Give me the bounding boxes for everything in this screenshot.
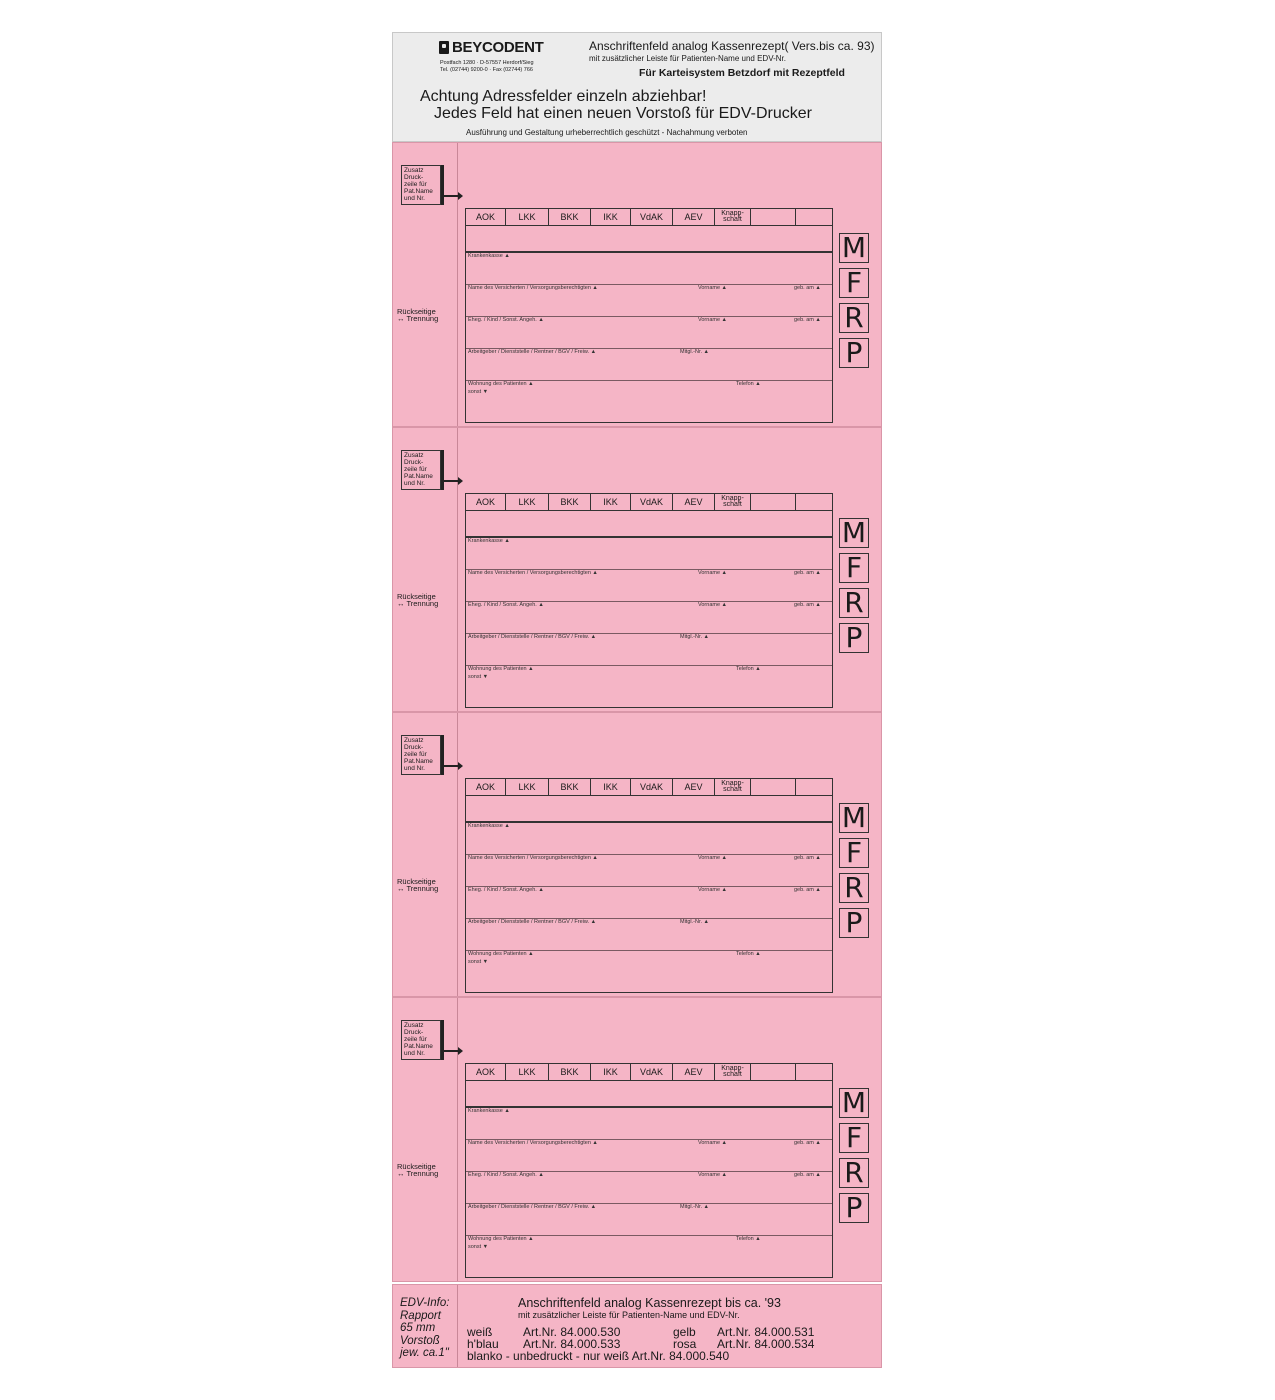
zusatz-label bbox=[401, 735, 441, 775]
kasse-vdak[interactable]: VdAK bbox=[631, 1064, 673, 1080]
kasse-knappschaft[interactable] bbox=[715, 1064, 751, 1080]
edv-line: Vorstoß bbox=[400, 1334, 440, 1347]
knapp-line: schaft bbox=[723, 1071, 742, 1078]
address-form[interactable] bbox=[465, 493, 833, 708]
label-geb: geb. am ▲ bbox=[794, 887, 821, 893]
header-subtitle: mit zusätzlicher Leiste für Patienten-Name und EDV-Nr. bbox=[589, 54, 786, 63]
zusatz-line: und Nr. bbox=[404, 195, 425, 202]
kasse-aev[interactable]: AEV bbox=[673, 209, 715, 225]
label-eheg: Eheg. / Kind / Sonst. Angeh. ▲ bbox=[468, 1172, 544, 1178]
kasse-aok[interactable]: AOK bbox=[466, 494, 506, 510]
address-form[interactable] bbox=[465, 1063, 833, 1278]
zusatz-line: Druck- bbox=[404, 174, 424, 181]
zusatz-line: Zusatz bbox=[404, 1022, 424, 1029]
label-versicherter: Name des Versicherten / Versorgungsberechtigten ▲ bbox=[468, 855, 598, 861]
label-krankenkasse: Krankenkasse ▲ bbox=[468, 253, 510, 259]
mfrp-box-p[interactable]: P bbox=[839, 338, 869, 368]
kasse-vdak[interactable]: VdAK bbox=[631, 494, 673, 510]
form-sheet bbox=[392, 32, 882, 1368]
article-number: Art.Nr. 84.000.531 bbox=[717, 1325, 815, 1339]
zusatz-line: Zusatz bbox=[404, 737, 424, 744]
label-telefon: Telefon ▲ bbox=[736, 381, 761, 387]
kasse-aev[interactable]: AEV bbox=[673, 494, 715, 510]
header bbox=[392, 32, 882, 142]
kasse-aev[interactable]: AEV bbox=[673, 779, 715, 795]
label-wohnung: Wohnung des Patienten ▲ bbox=[468, 951, 534, 957]
label-mitgl: Mitgl.-Nr. ▲ bbox=[680, 919, 709, 925]
label-eheg: Eheg. / Kind / Sonst. Angeh. ▲ bbox=[468, 887, 544, 893]
rueck-line: ↔ Trennung bbox=[397, 1169, 439, 1178]
zusatz-line: Pat.Name bbox=[404, 473, 433, 480]
label-sonst: sonst ▼ bbox=[468, 674, 489, 680]
label-versicherter: Name des Versicherten / Versorgungsberechtigten ▲ bbox=[468, 285, 598, 291]
brand-name: BEYCODENT bbox=[452, 39, 544, 56]
article-color: rosa bbox=[673, 1337, 697, 1351]
zusatz-line: Druck- bbox=[404, 459, 424, 466]
label-arbeitgeber: Arbeitgeber / Dienststelle / Rentner / BGV / Freiw. ▲ bbox=[468, 634, 597, 640]
label-eheg: Eheg. / Kind / Sonst. Angeh. ▲ bbox=[468, 602, 544, 608]
knapp-line: schaft bbox=[723, 501, 742, 508]
kasse-lkk[interactable]: LKK bbox=[506, 494, 549, 510]
label-krankenkasse: Krankenkasse ▲ bbox=[468, 538, 510, 544]
footer-info bbox=[392, 1284, 882, 1368]
mfrp-box-r[interactable]: R bbox=[839, 873, 869, 903]
label-sonst: sonst ▼ bbox=[468, 1244, 489, 1250]
label-geb: geb. am ▲ bbox=[794, 855, 821, 861]
rueck-trennung-label bbox=[397, 308, 438, 322]
zusatz-line: und Nr. bbox=[404, 1050, 425, 1057]
kasse-bkk[interactable]: BKK bbox=[549, 209, 591, 225]
edv-info bbox=[400, 1297, 449, 1360]
label-krankenkasse: Krankenkasse ▲ bbox=[468, 1108, 510, 1114]
kasse-vdak[interactable]: VdAK bbox=[631, 209, 673, 225]
zusatz-line: Pat.Name bbox=[404, 188, 433, 195]
mfrp-box-r[interactable]: R bbox=[839, 303, 869, 333]
address-form[interactable] bbox=[465, 208, 833, 423]
edv-line: Rapport bbox=[400, 1309, 441, 1322]
knapp-line: Knapp- bbox=[721, 1065, 744, 1072]
zusatz-line: zeile für bbox=[404, 751, 427, 758]
brand-logo bbox=[439, 39, 543, 56]
field-line bbox=[466, 536, 832, 538]
label-geb: geb. am ▲ bbox=[794, 1172, 821, 1178]
address-panel[interactable] bbox=[392, 427, 882, 712]
label-geb: geb. am ▲ bbox=[794, 285, 821, 291]
footer-subtitle: mit zusätzlicher Leiste für Patienten-Name und EDV-Nr. bbox=[518, 1310, 740, 1320]
article-number: Art.Nr. 84.000.534 bbox=[717, 1337, 815, 1351]
rueck-line: Rückseitige bbox=[397, 307, 436, 316]
address-form[interactable] bbox=[465, 778, 833, 993]
zusatz-line: Pat.Name bbox=[404, 1043, 433, 1050]
label-vorname: Vorname ▲ bbox=[698, 602, 727, 608]
label-geb: geb. am ▲ bbox=[794, 602, 821, 608]
rueck-trennung-label bbox=[397, 878, 438, 892]
rueck-line: Rückseitige bbox=[397, 1162, 436, 1171]
label-arbeitgeber: Arbeitgeber / Dienststelle / Rentner / BGV / Freiw. ▲ bbox=[468, 1204, 597, 1210]
label-versicherter: Name des Versicherten / Versorgungsberechtigten ▲ bbox=[468, 570, 598, 576]
zusatz-line: Zusatz bbox=[404, 452, 424, 459]
kassen-row bbox=[466, 209, 833, 226]
kasse-ikk[interactable]: IKK bbox=[591, 209, 631, 225]
kasse-bkk[interactable]: BKK bbox=[549, 779, 591, 795]
kasse-blank[interactable] bbox=[751, 779, 796, 795]
mfrp-box-f[interactable]: F bbox=[839, 553, 869, 583]
blanko-note: blanko - unbedruckt - nur weiß Art.Nr. 84.000.540 bbox=[467, 1349, 730, 1363]
kasse-bkk[interactable]: BKK bbox=[549, 494, 591, 510]
rueck-line: Rückseitige bbox=[397, 592, 436, 601]
mfrp-box-p[interactable]: P bbox=[839, 623, 869, 653]
warning-line-1: Achtung Adressfelder einzeln abziehbar! bbox=[420, 88, 707, 105]
zusatz-line: Druck- bbox=[404, 744, 424, 751]
label-telefon: Telefon ▲ bbox=[736, 951, 761, 957]
field-line bbox=[466, 1106, 832, 1108]
label-mitgl: Mitgl.-Nr. ▲ bbox=[680, 634, 709, 640]
arrow-right-icon bbox=[442, 765, 460, 767]
kasse-knappschaft[interactable] bbox=[715, 779, 751, 795]
label-arbeitgeber: Arbeitgeber / Dienststelle / Rentner / BGV / Freiw. ▲ bbox=[468, 919, 597, 925]
kassen-row bbox=[466, 494, 833, 511]
zusatz-line: Zusatz bbox=[404, 167, 424, 174]
footer-title: Anschriftenfeld analog Kassenrezept bis ca. '93 bbox=[518, 1296, 781, 1310]
footer-divider bbox=[457, 1285, 458, 1367]
knapp-line: Knapp- bbox=[721, 210, 744, 217]
label-vorname: Vorname ▲ bbox=[698, 285, 727, 291]
field-line bbox=[466, 251, 832, 253]
kasse-ikk[interactable]: IKK bbox=[591, 779, 631, 795]
brand-mark-icon bbox=[439, 41, 449, 54]
copyright-note: Ausführung und Gestaltung urheberrechtlich geschützt - Nachahmung verboten bbox=[466, 128, 748, 137]
label-krankenkasse: Krankenkasse ▲ bbox=[468, 823, 510, 829]
kasse-vdak[interactable]: VdAK bbox=[631, 779, 673, 795]
zusatz-label bbox=[401, 1020, 441, 1060]
label-versicherter: Name des Versicherten / Versorgungsberechtigten ▲ bbox=[468, 1140, 598, 1146]
kasse-blank[interactable] bbox=[751, 494, 796, 510]
label-eheg: Eheg. / Kind / Sonst. Angeh. ▲ bbox=[468, 317, 544, 323]
mfrp-box-r[interactable]: R bbox=[839, 588, 869, 618]
company-address bbox=[440, 60, 570, 74]
label-mitgl: Mitgl.-Nr. ▲ bbox=[680, 349, 709, 355]
rueck-line: ↔ Trennung bbox=[397, 884, 439, 893]
address-panel[interactable] bbox=[392, 142, 882, 427]
knapp-line: Knapp- bbox=[721, 780, 744, 787]
zusatz-line: und Nr. bbox=[404, 765, 425, 772]
kasse-bkk[interactable]: BKK bbox=[549, 1064, 591, 1080]
article-color: h'blau bbox=[467, 1337, 499, 1351]
label-vorname: Vorname ▲ bbox=[698, 855, 727, 861]
kasse-aok[interactable]: AOK bbox=[466, 1064, 506, 1080]
kasse-blank[interactable] bbox=[751, 209, 796, 225]
label-vorname: Vorname ▲ bbox=[698, 887, 727, 893]
edv-line: jew. ca.1" bbox=[400, 1347, 449, 1359]
address-panel[interactable] bbox=[392, 997, 882, 1282]
header-system: Für Karteisystem Betzdorf mit Rezeptfeld bbox=[639, 67, 845, 79]
rueck-line: ↔ Trennung bbox=[397, 314, 439, 323]
zusatz-label bbox=[401, 165, 441, 205]
kasse-ikk[interactable]: IKK bbox=[591, 494, 631, 510]
field-line bbox=[466, 821, 832, 823]
zusatz-line: und Nr. bbox=[404, 480, 425, 487]
arrow-right-icon bbox=[442, 195, 460, 197]
arrow-right-icon bbox=[442, 480, 460, 482]
mfrp-box-f[interactable]: F bbox=[839, 838, 869, 868]
panel-divider bbox=[457, 713, 458, 996]
mfrp-box-m[interactable]: M bbox=[839, 233, 869, 263]
zusatz-line: zeile für bbox=[404, 466, 427, 473]
label-sonst: sonst ▼ bbox=[468, 959, 489, 965]
zusatz-line: zeile für bbox=[404, 181, 427, 188]
article-color: gelb bbox=[673, 1325, 696, 1339]
mfrp-box-f[interactable]: F bbox=[839, 1123, 869, 1153]
kassen-row bbox=[466, 1064, 833, 1081]
panel-divider bbox=[457, 143, 458, 426]
label-mitgl: Mitgl.-Nr. ▲ bbox=[680, 1204, 709, 1210]
kasse-blank[interactable] bbox=[751, 1064, 796, 1080]
zusatz-line: Pat.Name bbox=[404, 758, 433, 765]
warning-line-2: Jedes Feld hat einen neuen Vorstoß für EDV-Drucker bbox=[434, 105, 812, 122]
mfrp-box-m[interactable]: M bbox=[839, 518, 869, 548]
label-sonst: sonst ▼ bbox=[468, 389, 489, 395]
mfrp-box-p[interactable]: P bbox=[839, 1193, 869, 1223]
rueck-line: Rückseitige bbox=[397, 877, 436, 886]
kasse-lkk[interactable]: LKK bbox=[506, 779, 549, 795]
label-wohnung: Wohnung des Patienten ▲ bbox=[468, 1236, 534, 1242]
knapp-line: schaft bbox=[723, 216, 742, 223]
zusatz-line: Druck- bbox=[404, 1029, 424, 1036]
edv-line: EDV-Info: bbox=[400, 1297, 450, 1309]
kasse-aok[interactable]: AOK bbox=[466, 779, 506, 795]
address-line: Postfach 1280 · D-57557 Herdorf/Sieg bbox=[440, 60, 534, 66]
edv-line: 65 mm bbox=[400, 1322, 436, 1334]
header-title: Anschriftenfeld analog Kassenrezept( Vers.bis ca. 93) bbox=[589, 39, 875, 53]
article-number: Art.Nr. 84.000.533 bbox=[523, 1337, 621, 1351]
rueck-trennung-label bbox=[397, 1163, 438, 1177]
kasse-lkk[interactable]: LKK bbox=[506, 1064, 549, 1080]
rueck-line: ↔ Trennung bbox=[397, 599, 439, 608]
address-panel[interactable] bbox=[392, 712, 882, 997]
mfrp-box-f[interactable]: F bbox=[839, 268, 869, 298]
article-number: Art.Nr. 84.000.530 bbox=[523, 1325, 621, 1339]
label-wohnung: Wohnung des Patienten ▲ bbox=[468, 666, 534, 672]
label-vorname: Vorname ▲ bbox=[698, 1140, 727, 1146]
kasse-knappschaft[interactable] bbox=[715, 494, 751, 510]
address-line: Tel. (02744) 9200-0 · Fax (02744) 766 bbox=[440, 67, 533, 73]
label-geb: geb. am ▲ bbox=[794, 317, 821, 323]
label-wohnung: Wohnung des Patienten ▲ bbox=[468, 381, 534, 387]
panel-divider bbox=[457, 998, 458, 1281]
label-vorname: Vorname ▲ bbox=[698, 1172, 727, 1178]
zusatz-line: zeile für bbox=[404, 1036, 427, 1043]
panel-divider bbox=[457, 428, 458, 711]
label-geb: geb. am ▲ bbox=[794, 1140, 821, 1146]
mfrp-box-m[interactable]: M bbox=[839, 803, 869, 833]
kasse-ikk[interactable]: IKK bbox=[591, 1064, 631, 1080]
knapp-line: schaft bbox=[723, 786, 742, 793]
rueck-trennung-label bbox=[397, 593, 438, 607]
mfrp-box-r[interactable]: R bbox=[839, 1158, 869, 1188]
label-telefon: Telefon ▲ bbox=[736, 666, 761, 672]
article-color: weiß bbox=[467, 1325, 493, 1339]
mfrp-box-p[interactable]: P bbox=[839, 908, 869, 938]
zusatz-label bbox=[401, 450, 441, 490]
label-geb: geb. am ▲ bbox=[794, 570, 821, 576]
arrow-right-icon bbox=[442, 1050, 460, 1052]
kassen-row bbox=[466, 779, 833, 796]
kasse-knappschaft[interactable] bbox=[715, 209, 751, 225]
kasse-lkk[interactable]: LKK bbox=[506, 209, 549, 225]
label-vorname: Vorname ▲ bbox=[698, 570, 727, 576]
mfrp-box-m[interactable]: M bbox=[839, 1088, 869, 1118]
kasse-aev[interactable]: AEV bbox=[673, 1064, 715, 1080]
knapp-line: Knapp- bbox=[721, 495, 744, 502]
label-telefon: Telefon ▲ bbox=[736, 1236, 761, 1242]
kasse-aok[interactable]: AOK bbox=[466, 209, 506, 225]
label-vorname: Vorname ▲ bbox=[698, 317, 727, 323]
label-arbeitgeber: Arbeitgeber / Dienststelle / Rentner / BGV / Freiw. ▲ bbox=[468, 349, 597, 355]
